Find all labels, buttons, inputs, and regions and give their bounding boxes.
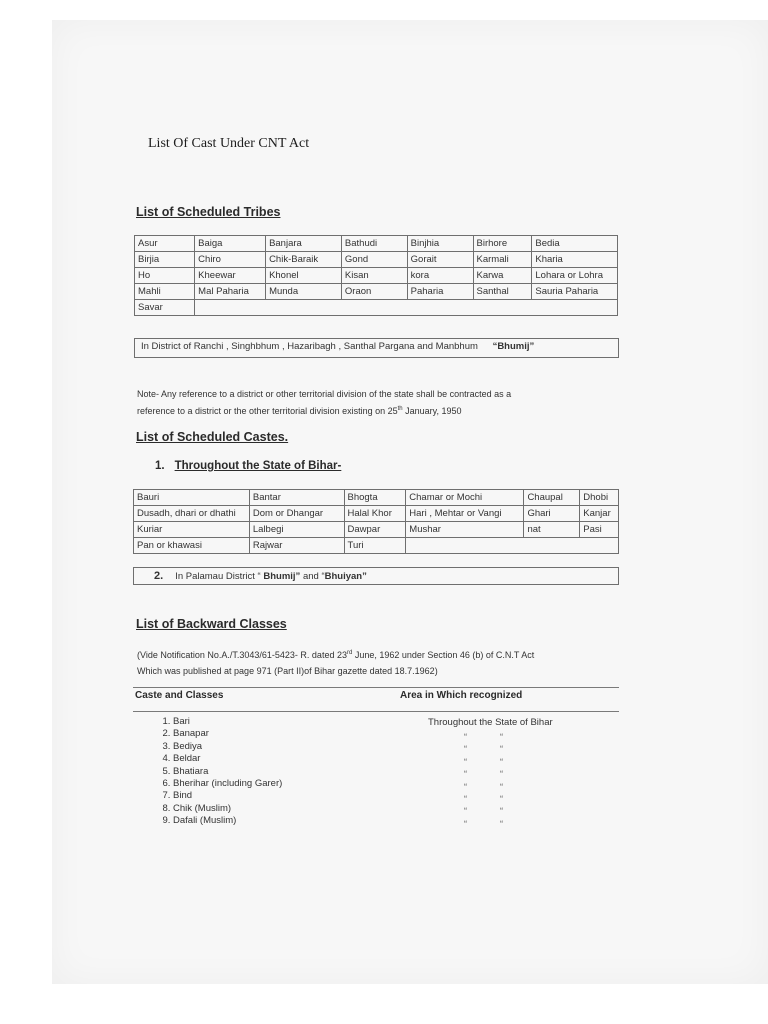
tribe-cell: Bedia xyxy=(532,236,618,252)
ditto-row: “ “ xyxy=(464,732,503,742)
caste-cell: Kuriar xyxy=(134,522,250,538)
tribe-cell: Bathudi xyxy=(341,236,407,252)
backward-class-item: 1. Bari xyxy=(173,716,282,728)
tribe-cell: Mahli xyxy=(135,284,195,300)
tribe-cell: Asur xyxy=(135,236,195,252)
caste-cell: Halal Khor xyxy=(344,506,406,522)
sub-number-2: 2. xyxy=(154,570,164,582)
area-throughout-bihar: Throughout the State of Bihar xyxy=(428,717,553,728)
palamau-note-box: 2. In Palamau District “ Bhumij” and “Bhuiyan” xyxy=(133,567,619,585)
ditto-row: “ “ xyxy=(464,818,503,829)
tribe-cell: Santhal xyxy=(473,284,532,300)
tribe-cell: Gond xyxy=(341,252,407,268)
tribe-cell: Birhore xyxy=(473,236,532,252)
caste-cell: Bantar xyxy=(249,490,344,506)
scheduled-castes-heading: List of Scheduled Castes. xyxy=(136,430,289,444)
tribes-row xyxy=(135,252,618,268)
tribe-cell: Kheewar xyxy=(195,268,266,284)
ditto-row: “ “ xyxy=(464,756,503,767)
caste-cell-empty xyxy=(406,538,619,554)
tribe-cell: Karwa xyxy=(473,268,532,284)
backward-class-item: 7. Bind xyxy=(173,790,282,802)
tribes-row xyxy=(135,300,618,316)
backward-class-item: 4. Beldar xyxy=(173,753,282,765)
scheduled-tribes-table xyxy=(134,235,618,316)
caste-cell: Kanjar xyxy=(580,506,619,522)
tribe-cell: Chiro xyxy=(195,252,266,268)
tribe-cell: Banjara xyxy=(266,236,342,252)
tribe-cell: Kharia xyxy=(532,252,618,268)
castes-row xyxy=(134,522,619,538)
caste-cell: Dhobi xyxy=(580,490,619,506)
ditto-row: “ “ xyxy=(464,806,503,817)
backward-class-item: 5. Bhatiara xyxy=(173,766,282,778)
district-note-box xyxy=(134,338,619,358)
tribe-cell: Mal Paharia xyxy=(195,284,266,300)
caste-cell: Dusadh, dhari or dhathi xyxy=(134,506,250,522)
tribe-cell: Khonel xyxy=(266,268,342,284)
tribe-cell: Baiga xyxy=(195,236,266,252)
header-rule-bottom xyxy=(133,711,619,712)
caste-cell: Pasi xyxy=(580,522,619,538)
vide-notification xyxy=(137,645,607,679)
scheduled-tribes-heading: List of Scheduled Tribes xyxy=(136,205,281,219)
tribe-cell: Munda xyxy=(266,284,342,300)
caste-cell: Pan or khawasi xyxy=(134,538,250,554)
caste-cell: Hari , Mehtar or Vangi xyxy=(406,506,524,522)
tribes-row xyxy=(135,284,618,300)
caste-cell: Dom or Dhangar xyxy=(249,506,344,522)
ditto-row: “ “ xyxy=(464,781,503,792)
caste-cell: Bhogta xyxy=(344,490,406,506)
tribe-cell: Binjhia xyxy=(407,236,473,252)
district-note-text: In District of Ranchi , Singhbhum , Hazaribagh , Santhal Pargana and Manbhum xyxy=(141,341,478,352)
backward-class-item: 9. Dafali (Muslim) xyxy=(173,815,282,827)
tribe-cell: Karmali xyxy=(473,252,532,268)
note-line-1: Note- Any reference to a district or other territorial division of the state shall be contracted as a xyxy=(137,389,512,399)
vide-line-1: (Vide Notification No.A./T.3043/61-5423- R. dated 23rd June, 1962 under Section 46 (b) of C.N.T Act xyxy=(137,650,535,660)
tribe-cell: Birjia xyxy=(135,252,195,268)
backward-class-item: 2. Banapar xyxy=(173,728,282,740)
caste-cell: Turi xyxy=(344,538,406,554)
caste-cell: Chaupal xyxy=(524,490,580,506)
note-line-2: reference to a district or the other territorial division existing on 25th January, 1950 xyxy=(137,406,462,416)
castes-row xyxy=(134,490,619,506)
tribe-cell: Savar xyxy=(135,300,195,316)
backward-class-item: 8. Chik (Muslim) xyxy=(173,803,282,815)
territorial-note xyxy=(137,387,607,419)
backward-class-item: 3. Bediya xyxy=(173,741,282,753)
caste-cell: Mushar xyxy=(406,522,524,538)
tribe-cell: Sauria Paharia xyxy=(532,284,618,300)
ditto-marks-column xyxy=(464,731,536,830)
caste-cell: Bauri xyxy=(134,490,250,506)
caste-cell: Chamar or Mochi xyxy=(406,490,524,506)
backward-classes-heading: List of Backward Classes xyxy=(136,617,287,631)
tribe-cell: kora xyxy=(407,268,473,284)
sub-heading-bihar: 1. Throughout the State of Bihar- xyxy=(155,460,342,472)
column-area-recognized: Area in Which recognized xyxy=(400,690,523,701)
tribe-cell-empty xyxy=(195,300,618,316)
header-rule-top xyxy=(133,687,619,688)
caste-cell: Dawpar xyxy=(344,522,406,538)
column-caste-and-classes: Caste and Classes xyxy=(135,690,224,701)
document-title: List Of Cast Under CNT Act xyxy=(148,136,310,151)
tribe-cell: Paharia xyxy=(407,284,473,300)
backward-class-item: 6. Bherihar (including Garer) xyxy=(173,778,282,790)
castes-row xyxy=(134,538,619,554)
vide-line-2: Which was published at page 971 (Part II)of Bihar gazette dated 18.7.1962) xyxy=(137,666,438,676)
backward-classes-list xyxy=(151,716,282,828)
caste-cell: Rajwar xyxy=(249,538,344,554)
castes-row xyxy=(134,506,619,522)
tribe-cell: Kisan xyxy=(341,268,407,284)
scheduled-castes-table xyxy=(133,489,619,554)
tribe-cell: Gorait xyxy=(407,252,473,268)
caste-cell: Ghari xyxy=(524,506,580,522)
ditto-row: “ “ xyxy=(464,794,503,805)
tribes-row xyxy=(135,236,618,252)
tribe-cell: Lohara or Lohra xyxy=(532,268,618,284)
tribes-row xyxy=(135,268,618,284)
ditto-row: “ “ xyxy=(464,769,503,780)
caste-cell: Lalbegi xyxy=(249,522,344,538)
tribe-cell: Ho xyxy=(135,268,195,284)
ditto-row: “ “ xyxy=(464,744,503,755)
tribe-cell: Oraon xyxy=(341,284,407,300)
district-caste-name: “Bhumij” xyxy=(492,341,535,352)
tribe-cell: Chik-Baraik xyxy=(266,252,342,268)
caste-cell: nat xyxy=(524,522,580,538)
